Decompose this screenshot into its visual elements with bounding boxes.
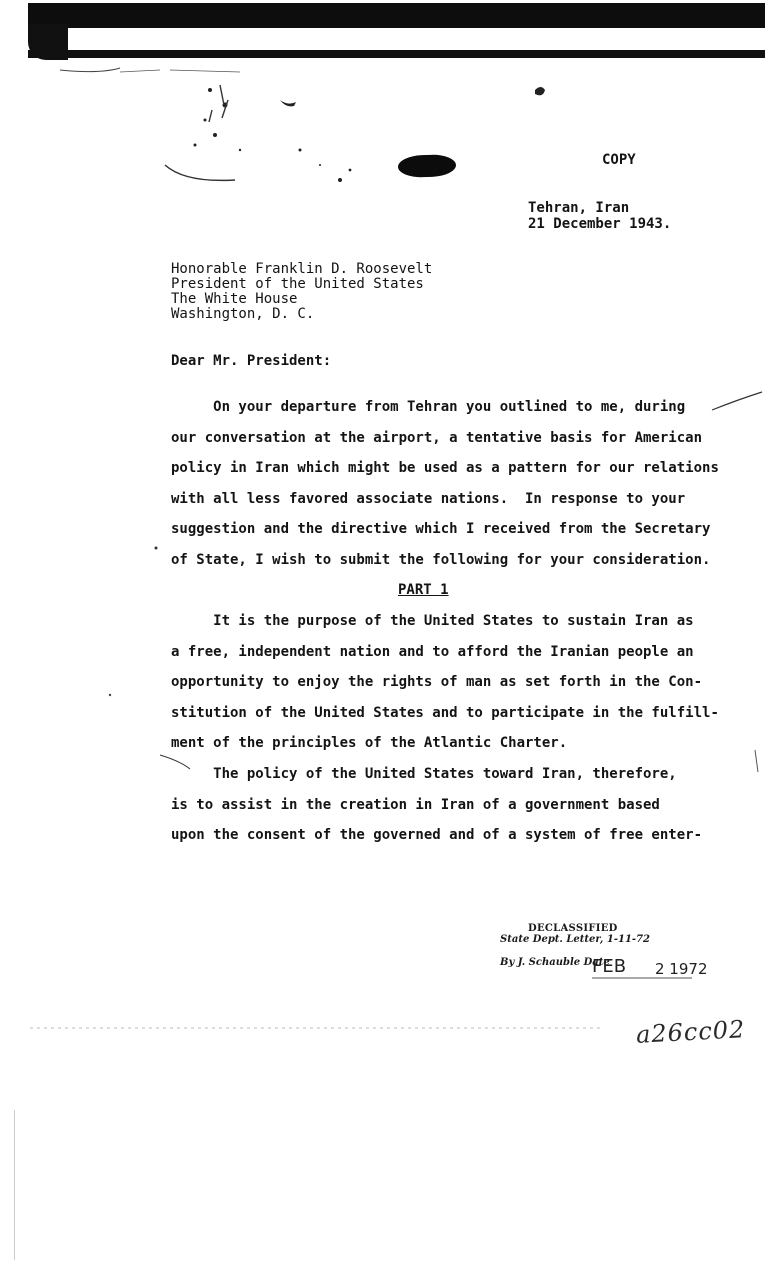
paragraph-line: a free, independent nation and to afford the Iranian people an	[171, 643, 694, 660]
stamp-line-by: By J. Schauble Date	[500, 957, 610, 968]
paragraph-line: The policy of the United States toward Iran, therefore,	[171, 766, 677, 782]
stamp-line-declassified: DECLASSIFIED	[528, 923, 618, 934]
paragraph-line: ment of the principles of the Atlantic Charter.	[171, 735, 568, 751]
paragraph-line: opportunity to enjoy the rights of man as set forth in the Con-	[171, 674, 703, 690]
scan-edge-corner	[28, 24, 68, 60]
part1-paragraph-1	[171, 606, 761, 759]
redaction-mark	[398, 154, 457, 178]
paragraph-line: with all less favored associate nations. In response to your	[171, 490, 686, 507]
date-line: 21 December 1943.	[528, 216, 672, 232]
paragraph-line: our conversation at the airport, a tentative basis for American	[171, 429, 703, 446]
paragraph-line: is to assist in the creation in Iran of a government based	[171, 796, 660, 813]
paragraph-line: It is the purpose of the United States to sustain Iran as	[171, 613, 694, 629]
left-page-edge	[14, 1110, 15, 1260]
address-line: The White House	[171, 291, 298, 307]
address-line: Honorable Franklin D. Roosevelt	[171, 261, 433, 277]
scan-specks	[0, 60, 765, 220]
paragraph-line: stitution of the United States and to participate in the fulfill-	[171, 704, 719, 721]
declassification-stamp	[500, 923, 650, 968]
archive-handwritten-note	[635, 1015, 746, 1049]
address-line: Washington, D. C.	[171, 306, 315, 322]
paragraph-line: of State, I wish to submit the following for your consideration.	[171, 551, 711, 568]
recipient-address	[171, 262, 432, 322]
stamp-handwritten-date: 2 1972	[655, 960, 708, 978]
part-heading: PART 1	[398, 582, 449, 598]
part1-paragraph-2	[171, 759, 761, 851]
place-line: Tehran, Iran	[528, 200, 630, 216]
intro-paragraph	[171, 392, 761, 575]
copy-label: COPY	[602, 152, 636, 168]
place-date-block	[528, 200, 671, 232]
paragraph-line: upon the consent of the governed and of a system of free enter-	[171, 827, 703, 843]
scan-edge-bar	[28, 0, 765, 60]
stamp-handwritten-month: FEB	[592, 956, 627, 977]
stamp-line-authority: State Dept. Letter, 1-11-72	[500, 934, 650, 945]
salutation: Dear Mr. President:	[171, 353, 332, 369]
address-line: President of the United States	[171, 276, 424, 292]
archive-note-text: a26cc02	[635, 1015, 746, 1049]
paragraph-line: suggestion and the directive which I received from the Secretary	[171, 521, 711, 537]
paragraph-line: On your departure from Tehran you outlined to me, during	[171, 399, 686, 415]
paragraph-line: policy in Iran which might be used as a pattern for our relations	[171, 460, 719, 476]
